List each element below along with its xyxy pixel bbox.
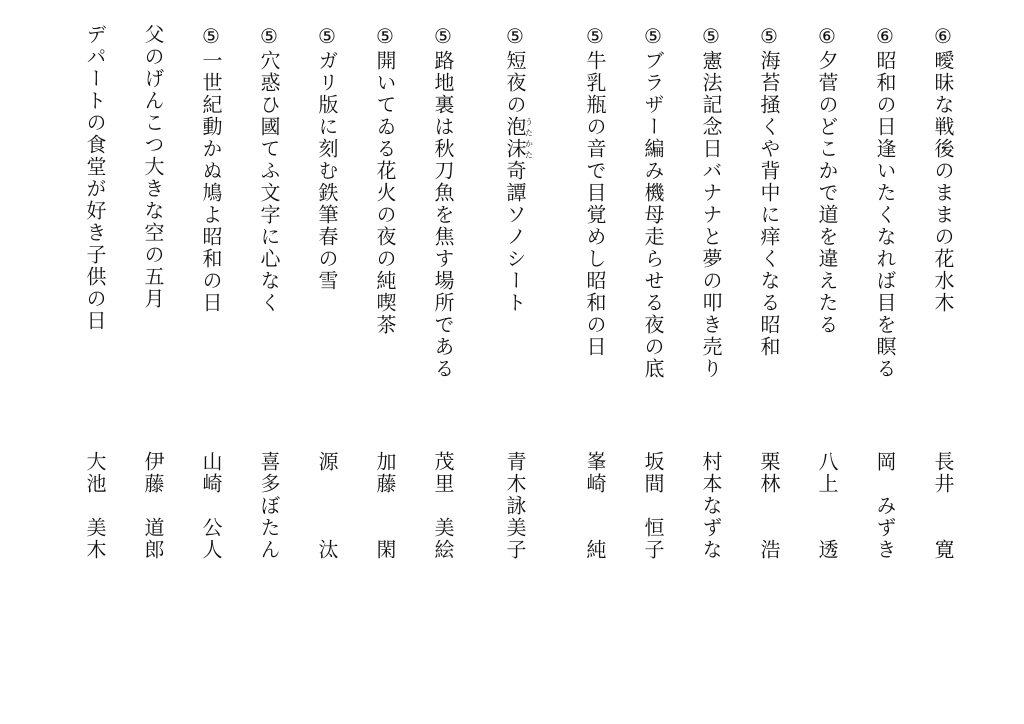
author-name: 長井 寛 [931, 451, 955, 561]
haiku-entry [638, 24, 668, 584]
haiku-text: 父のげんこつ大きな空の五月 [141, 24, 165, 310]
haiku-line [638, 24, 668, 380]
haiku-entry [870, 24, 900, 584]
haiku-text: 穴惑ひ國てふ文字に心なく [257, 50, 281, 314]
haiku-text-part: 短夜の [503, 50, 527, 116]
haiku-line [254, 24, 284, 314]
haiku-text: 一世紀動かぬ鳩よ昭和の日 [199, 50, 223, 314]
author-name: 大池 美木 [83, 451, 107, 561]
author-name: 茂里 美絵 [431, 451, 455, 561]
score-mark: ⑤ [757, 24, 781, 50]
haiku-line [580, 24, 610, 358]
haiku-entry [196, 24, 226, 584]
haiku-line [428, 24, 458, 380]
author-name: 坂間 恒子 [641, 451, 665, 561]
author-name: 喜多ぼたん [257, 451, 281, 561]
haiku-entry [696, 24, 726, 584]
haiku-text-part: 奇譚ソノシート [503, 160, 527, 314]
haiku-line [812, 24, 842, 336]
haiku-line [312, 24, 342, 292]
score-mark: ⑤ [431, 24, 455, 50]
score-mark: ⑤ [641, 24, 665, 50]
score-mark: ⑤ [583, 24, 607, 50]
haiku-line [500, 24, 533, 314]
author-name: 村本なずな [699, 451, 723, 561]
author-name: 山崎 公人 [199, 451, 223, 561]
haiku-entry [428, 24, 458, 584]
haiku-line [870, 24, 900, 380]
ruby-base: 泡沫 [503, 116, 527, 160]
haiku-text: 憲法記念日バナナと夢の叩き売り [699, 50, 723, 380]
haiku-entry [138, 24, 168, 584]
score-mark: ⑤ [257, 24, 281, 50]
haiku-entry [80, 24, 110, 584]
haiku-text: 昭和の日逢いたくなれば目を瞑る [873, 50, 897, 380]
haiku-line [138, 24, 168, 310]
haiku-line [370, 24, 400, 336]
author-name: 伊藤 道郎 [141, 451, 165, 561]
haiku-entry [580, 24, 610, 584]
haiku-text: ガリ版に刻む鉄筆春の雪 [315, 50, 339, 292]
haiku-entry [312, 24, 342, 584]
haiku-entry [754, 24, 784, 584]
ruby-word [503, 116, 534, 160]
author-name: 峯崎 純 [583, 451, 607, 561]
author-name: 青木詠美子 [503, 451, 527, 561]
haiku-line [196, 24, 226, 314]
haiku-line [754, 24, 784, 358]
haiku-text: 海苔掻くや背中に痒くなる昭和 [757, 50, 781, 358]
ruby-reading: うたかた [524, 116, 534, 160]
haiku-text: 夕菅のどこかで道を違えたる [815, 50, 839, 336]
haiku-entry [254, 24, 284, 584]
score-mark: ⑤ [199, 24, 223, 50]
author-name: 岡 みずき [873, 451, 897, 561]
author-name: 加藤 閑 [373, 451, 397, 561]
haiku-entry [370, 24, 400, 584]
score-mark: ⑥ [873, 24, 897, 50]
haiku-line [928, 24, 958, 314]
haiku-text: ブラザー編み機母走らせる夜の底 [641, 50, 665, 380]
haiku-entry [500, 24, 534, 584]
author-name: 栗林 浩 [757, 451, 781, 561]
score-mark: ⑤ [315, 24, 339, 50]
author-name: 源 汰 [315, 451, 339, 561]
haiku-entry [812, 24, 842, 584]
haiku-entry [928, 24, 958, 584]
haiku-text: 開いてゐる花火の夜の純喫茶 [373, 50, 397, 336]
score-mark: ⑤ [373, 24, 397, 50]
score-mark: ⑤ [503, 24, 527, 50]
haiku-line [80, 24, 110, 332]
haiku-text: デパートの食堂が好き子供の日 [83, 24, 107, 332]
haiku-line [696, 24, 726, 380]
author-name: 八上 透 [815, 451, 839, 561]
score-mark: ⑥ [815, 24, 839, 50]
score-mark: ⑤ [699, 24, 723, 50]
haiku-text: 牛乳瓶の音で目覚めし昭和の日 [583, 50, 607, 358]
score-mark: ⑥ [931, 24, 955, 50]
haiku-text: 曖昧な戦後のままの花水木 [931, 50, 955, 314]
haiku-text: 路地裏は秋刀魚を焦す場所である [431, 50, 455, 380]
